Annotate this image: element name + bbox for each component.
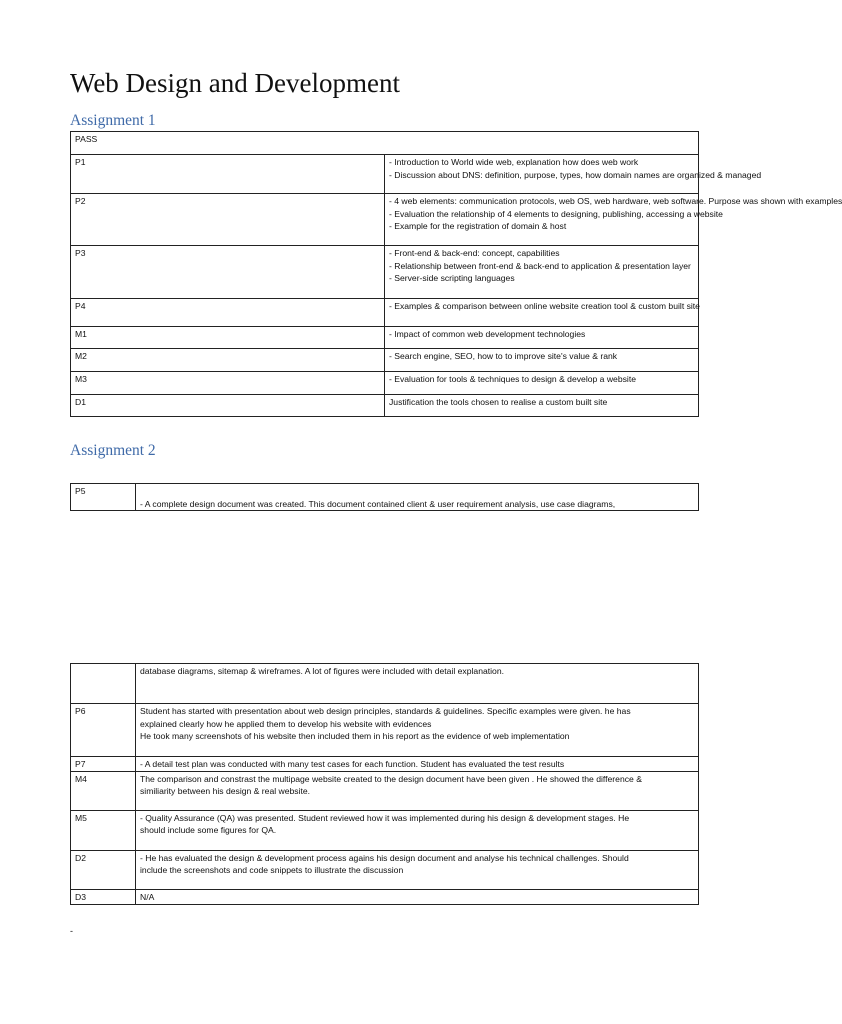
description-line: similiarity between his design & real website. xyxy=(140,786,311,797)
description-line: The comparison and constrast the multipage website created to the design document have been given . He showed the difference & xyxy=(140,773,642,784)
description-line: - Examples & comparison between online website creation tool & custom built site xyxy=(389,301,700,311)
assignment-2-table-part1 xyxy=(70,483,699,511)
table-row xyxy=(71,771,699,810)
description-line: - 4 web elements: communication protocols, web OS, web hardware, web software. Purpose was shown with examples xyxy=(389,196,842,206)
description-line: - A detail test plan was conducted with many test cases for each function. Student has evaluated the test results xyxy=(140,759,565,769)
pass-row xyxy=(71,132,699,155)
description-line: database diagrams, sitemap & wireframes. A lot of figures were included with detail explanation. xyxy=(140,666,504,676)
criterion-description xyxy=(385,299,699,327)
pass-label: PASS xyxy=(71,132,699,155)
criterion-code: P7 xyxy=(71,757,136,772)
criterion-description xyxy=(385,372,699,395)
description-line: He took many screenshots of his website then included them in his report as the evidence of web implementation xyxy=(140,731,570,742)
criterion-description xyxy=(385,246,699,299)
description-line: - He has evaluated the design & development process agains his design document and analyse his technical challenges. Should xyxy=(140,852,629,863)
criterion-code: P5 xyxy=(71,484,136,511)
description-line: - Evaluation for tools & techniques to design & develop a website xyxy=(389,374,636,384)
description-line: - Front-end & back-end: concept, capabilities xyxy=(389,248,560,258)
document-title: Web Design and Development xyxy=(70,68,400,98)
criterion-code: P6 xyxy=(71,704,136,757)
description-line: - A complete design document was created. This document contained client & user requirement analysis, use case diagrams, xyxy=(140,498,616,509)
criterion-description xyxy=(136,484,699,511)
description-line: - Search engine, SEO, how to to improve site's value & rank xyxy=(389,351,618,361)
criterion-code: D2 xyxy=(71,850,136,889)
criterion-code: P4 xyxy=(71,299,385,327)
criterion-description xyxy=(136,664,699,704)
table-row xyxy=(71,395,699,417)
criterion-description xyxy=(136,889,699,904)
description-line: N/A xyxy=(140,891,155,902)
criterion-code: P1 xyxy=(71,155,385,194)
table-row xyxy=(71,194,699,246)
table-row xyxy=(71,850,699,889)
criterion-description xyxy=(385,395,699,417)
description-line: - Introduction to World wide web, explanation how does web work xyxy=(389,157,639,167)
criterion-description xyxy=(136,771,699,810)
criterion-code: M1 xyxy=(71,327,385,349)
table-row xyxy=(71,484,699,511)
assignment-1-heading: Assignment 1 xyxy=(70,112,156,129)
footer-mark: - xyxy=(70,926,73,936)
description-line xyxy=(140,485,694,498)
description-line: Justification the tools chosen to realise a custom built site xyxy=(389,397,608,407)
criterion-code: P3 xyxy=(71,246,385,299)
table-row xyxy=(71,349,699,372)
table-row xyxy=(71,327,699,349)
description-line: explained clearly how he applied them to develop his website with evidences xyxy=(140,718,432,729)
criterion-code: M3 xyxy=(71,372,385,395)
criterion-description xyxy=(385,349,699,372)
table-row xyxy=(71,889,699,904)
criterion-description xyxy=(136,850,699,889)
table-row xyxy=(71,246,699,299)
criterion-description xyxy=(136,757,699,772)
criterion-description xyxy=(136,704,699,757)
criterion-description xyxy=(385,327,699,349)
description-line: - Quality Assurance (QA) was presented. Student reviewed how it was implemented during his design & development stages. He xyxy=(140,812,630,823)
criterion-code: M2 xyxy=(71,349,385,372)
criterion-code: M5 xyxy=(71,810,136,850)
criterion-code xyxy=(71,664,136,704)
criterion-description xyxy=(385,194,842,246)
description-line: - Evaluation the relationship of 4 elements to designing, publishing, accessing a website xyxy=(389,208,723,219)
assignment-2-table-part2 xyxy=(70,663,699,905)
description-line: - Impact of common web development technologies xyxy=(389,329,586,339)
table-row xyxy=(71,664,699,704)
criterion-code: D1 xyxy=(71,395,385,417)
description-line: include the screenshots and code snippets to illustrate the discussion xyxy=(140,865,404,876)
assignment-2-heading: Assignment 2 xyxy=(70,442,156,459)
assignment-1-table xyxy=(70,131,842,417)
criterion-code: M4 xyxy=(71,771,136,810)
description-line: should include some figures for QA. xyxy=(140,825,277,836)
table-row xyxy=(71,155,699,194)
description-line: Student has started with presentation about web design principles, standards & guidelines. Specific examples were given. he has xyxy=(140,706,631,716)
criterion-description xyxy=(385,155,762,194)
description-line: - Server-side scripting languages xyxy=(389,273,515,284)
criterion-code: D3 xyxy=(71,889,136,904)
table-row xyxy=(71,757,699,772)
description-line: - Relationship between front-end & back-end to application & presentation layer xyxy=(389,260,691,271)
table-row xyxy=(71,810,699,850)
table-row xyxy=(71,704,699,757)
criterion-code: P2 xyxy=(71,194,385,246)
table-row xyxy=(71,299,699,327)
criterion-description xyxy=(136,810,699,850)
description-line: - Discussion about DNS: definition, purpose, types, how domain names are organized & managed xyxy=(389,169,762,180)
description-line: - Example for the registration of domain & host xyxy=(389,221,567,232)
table-row xyxy=(71,372,699,395)
